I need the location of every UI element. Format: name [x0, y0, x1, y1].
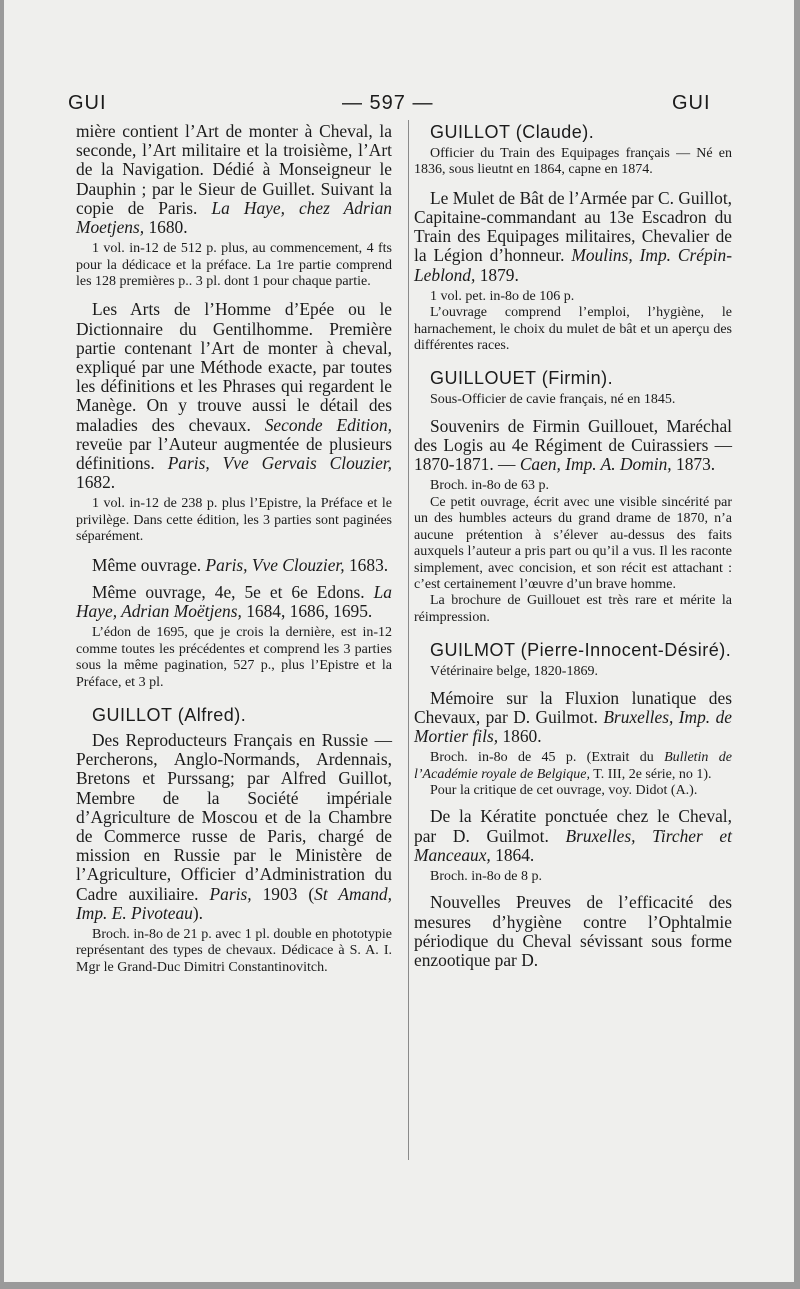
- entry-note: La brochure de Guillouet est très rare et mérite la réimpression.: [414, 593, 732, 625]
- entry-note: Pour la critique de cet ouvrage, voy. Didot (A.).: [430, 782, 698, 798]
- entry-text: Nouvelles Preuves de l’efficacité des mesures d’hygiène contre l’Ophtalmie périodique du Cheval sévissant sous forme enzootique par D.: [414, 892, 732, 970]
- author-bio: Sous-Officier de cavie français, né en 1845.: [430, 392, 676, 408]
- entry-text: Le Mulet de Bât de l’Armée par C. Guillot, Capitaine-commandant au 13e Escadron du Train des Equipages militaires, Chevalier de la Légion d’honneur. Moulins, Imp. Crépin-Leblond, 1879.: [414, 187, 733, 285]
- author-heading: GUILLOUET (Firmin).: [430, 368, 614, 389]
- entry-text: Les Arts de l’Homme d’Epée ou le Dictionnaire du Gentilhomme. Première partie contenant l’Art de monter à cheval, expliqué par une Méthode exacte, par toutes les définitions et les Phrases qui regardent le Manège. On y trouve aussi le détail des maladies des chevaux. Seconde Edition, reveüe par l’Auteur augmentée de plusieurs définitions. Paris, Vve Gervais Clouzier, 1682.: [76, 299, 392, 493]
- book-page: [4, 0, 794, 1282]
- entry-note: 1 vol. in-12 de 512 p. plus, au commencement, 4 fts pour la dédicace et la préface. La 1re partie comprend les 128 premières p.. 3 pl. dont 1 pour chaque partie.: [76, 241, 392, 290]
- running-head-left: GUI: [68, 92, 107, 114]
- entry-note: Broch. in-8o de 63 p.: [430, 478, 549, 494]
- entry-note: Broch. in-8o de 21 p. avec 1 pl. double en phototypie représentant des types de chevaux. Dédicace à S. A. I. Mgr le Grand-Duc Dimitri Constantinovitch.: [76, 926, 392, 975]
- author-bio: Vétérinaire belge, 1820-1869.: [430, 664, 598, 680]
- entry-text: Même ouvrage. Paris, Vve Clouzier, 1683.: [92, 554, 389, 575]
- author-heading: GUILMOT (Pierre-Innocent-Désiré).: [430, 640, 732, 661]
- entry-note: 1 vol. in-12 de 238 p. plus l’Epistre, la Préface et le privilège. Dans cette édition, les 3 parties sont paginées séparément.: [76, 496, 392, 545]
- entry-note: 1 vol. pet. in-8o de 106 p.: [430, 288, 575, 304]
- entry-note: Ce petit ouvrage, écrit avec une visible sincérité par un des humbles acteurs du grand drame de 1870, n’a aucune prétention à s’élever au-dessus des faits auxquels l’auteur a pris part ou qu’il a vus. Il les raconte simplement, avec concision, et son récit est attachant : c’est certainement l’œuvre d’un brave homme.: [414, 494, 732, 592]
- column-divider: [408, 120, 409, 1160]
- entry-text: Des Reproducteurs Français en Russie — Percherons, Anglo-Normands, Ardennais, Bretons et Purssang; par Alfred Guillot, Membre de la Société impériale d’Agriculture de Moscou et de la Chambre de Commerce russe de Paris, chargé de mission en Russie par le Ministère de l’Agriculture, Officier d’Administration du Cadre auxiliaire. Paris, 1903 (St Amand, Imp. E. Pivoteau).: [76, 729, 392, 923]
- author-bio: Officier du Train des Equipages français — Né en 1836, sous lieutnt en 1864, capne en 1874.: [414, 146, 732, 178]
- entry-note: Broch. in-8o de 45 p. (Extrait du Bulletin de l’Académie royale de Belgique, T. III, 2e série, no 1).: [414, 750, 732, 782]
- entry-text: Souvenirs de Firmin Guillouet, Maréchal des Logis au 4e Régiment de Cuirassiers — 1870-1871. — Caen, Imp. A. Domin, 1873.: [414, 415, 732, 475]
- entry-note: Broch. in-8o de 8 p.: [430, 868, 542, 884]
- page-number: — 597 —: [342, 92, 434, 114]
- entry-text: Mémoire sur la Fluxion lunatique des Chevaux, par D. Guilmot. Bruxelles, Imp. de Mortier fils, 1860.: [414, 687, 732, 746]
- right-column: [414, 120, 732, 970]
- entry-text: mière contient l’Art de monter à Cheval, la seconde, l’Art militaire et la troisième, l’Art de la Navigation. Dédié à Monseigneur le Dauphin ; par le Sieur de Guillet. Suivant la copie de Paris. La Haye, chez Adrian Moetjens, 1680.: [76, 121, 392, 238]
- entry-text: Même ouvrage, 4e, 5e et 6e Edons. La Haye, Adrian Moëtjens, 1684, 1686, 1695.: [76, 581, 392, 622]
- author-heading: GUILLOT (Claude).: [430, 122, 595, 142]
- running-head-right: GUI: [672, 92, 711, 114]
- entry-note: L’édon de 1695, que je crois la dernière, est in-12 comme toutes les précédentes et comprend les 3 parties sous la même pagination, 527 p., plus l’Epistre et la Préface, et 3 pl.: [76, 625, 392, 690]
- left-column: [76, 120, 392, 976]
- author-heading: GUILLOT (Alfred).: [92, 704, 247, 725]
- entry-note: L’ouvrage comprend l’emploi, l’hygiène, le harnachement, le choix du mulet de bât et un aperçu des différentes races.: [414, 305, 732, 354]
- entry-text: De la Kératite ponctuée chez le Cheval, par D. Guilmot. Bruxelles, Tircher et Manceaux, 1864.: [414, 806, 732, 865]
